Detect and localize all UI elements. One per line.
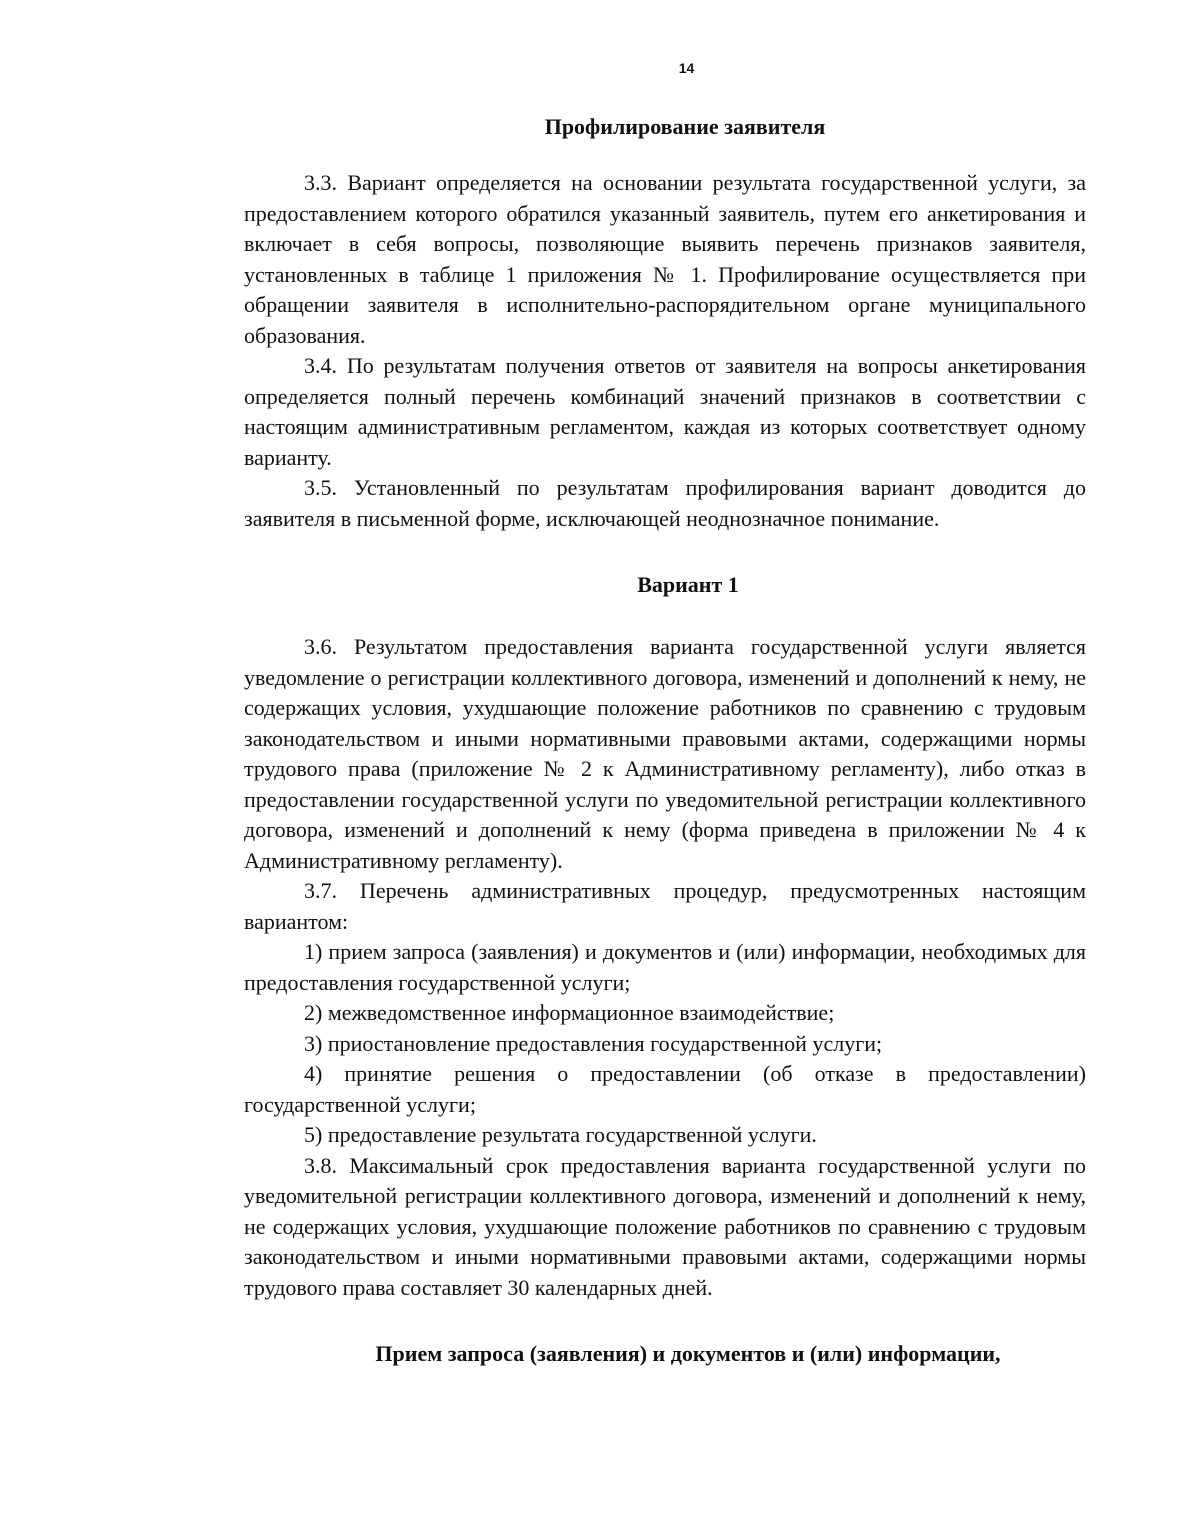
list-item-1: 1) прием запроса (заявления) и документов и (или) информации, необходимых для предоставления государственной услуги; <box>244 939 1086 995</box>
heading-profiling: Профилирование заявителя <box>544 114 826 139</box>
paragraph-3-4: 3.4. По результатам получения ответов от заявителя на вопросы анкетирования определяется полный перечень комбинаций значений признаков в соответствии с настоящим административным регламентом, каждая из которых соответствует одному варианту. <box>244 353 1086 470</box>
list-item-2: 2) межведомственное информационное взаимодействие; <box>304 1000 835 1025</box>
paragraph-3-3: 3.3. Вариант определяется на основании результата государственной услуги, за предоставлением которого обратился указанный заявитель, путем его анкетирования и включает в себя вопросы, позволяющие выявить перечень признаков заявителя, установленных в таблице 1 приложения № 1. Профилирование осуществляется при обращении заявителя в исполнительно-распорядительном органе муниципального образования. <box>244 170 1086 348</box>
list-item-4: 4) принятие решения о предоставлении (об отказе в предоставлении) государственной услуги; <box>244 1061 1086 1117</box>
paragraph-3-8: 3.8. Максимальный срок предоставления варианта государственной услуги по уведомительной регистрации коллективного договора, изменений и дополнений к нему, не содержащих условия, ухудшающие положение работников по сравнению с трудовым законодательством и иными нормативными правовыми актами, содержащими нормы трудового права составляет 30 календарных дней. <box>244 1152 1086 1300</box>
paragraph-3-7: 3.7. Перечень административных процедур, предусмотренных настоящим вариантом: <box>244 878 1086 934</box>
page-number: 14 <box>678 60 695 76</box>
document-body <box>244 112 1086 1369</box>
paragraph-3-6: 3.6. Результатом предоставления варианта государственной услуги является уведомление о регистрации коллективного договора, изменений и дополнений к нему, не содержащих условия, ухудшающие положение работников по сравнению с трудовым законодательством и иными нормативными правовыми актами, содержащими нормы трудового права (приложение № 2 к Административному регламенту), либо отказ в предоставлении государственной услуги по уведомительной регистрации коллективного договора, изменений и дополнений к нему (форма приведена в приложении № 4 к Административному регламенту). <box>244 634 1086 873</box>
list-item-3: 3) приостановление предоставления государственной услуги; <box>304 1030 883 1056</box>
heading-reception: Прием запроса (заявления) и документов и (или) информации, <box>375 1341 1001 1366</box>
paragraph-3-5: 3.5. Установленный по результатам профилирования вариант доводится до заявителя в письменной форме, исключающей неоднозначное понимание. <box>244 475 1086 531</box>
list-item-5: 5) предоставление результата государственной услуги. <box>304 1122 817 1147</box>
heading-variant-1: Вариант 1 <box>637 572 739 597</box>
